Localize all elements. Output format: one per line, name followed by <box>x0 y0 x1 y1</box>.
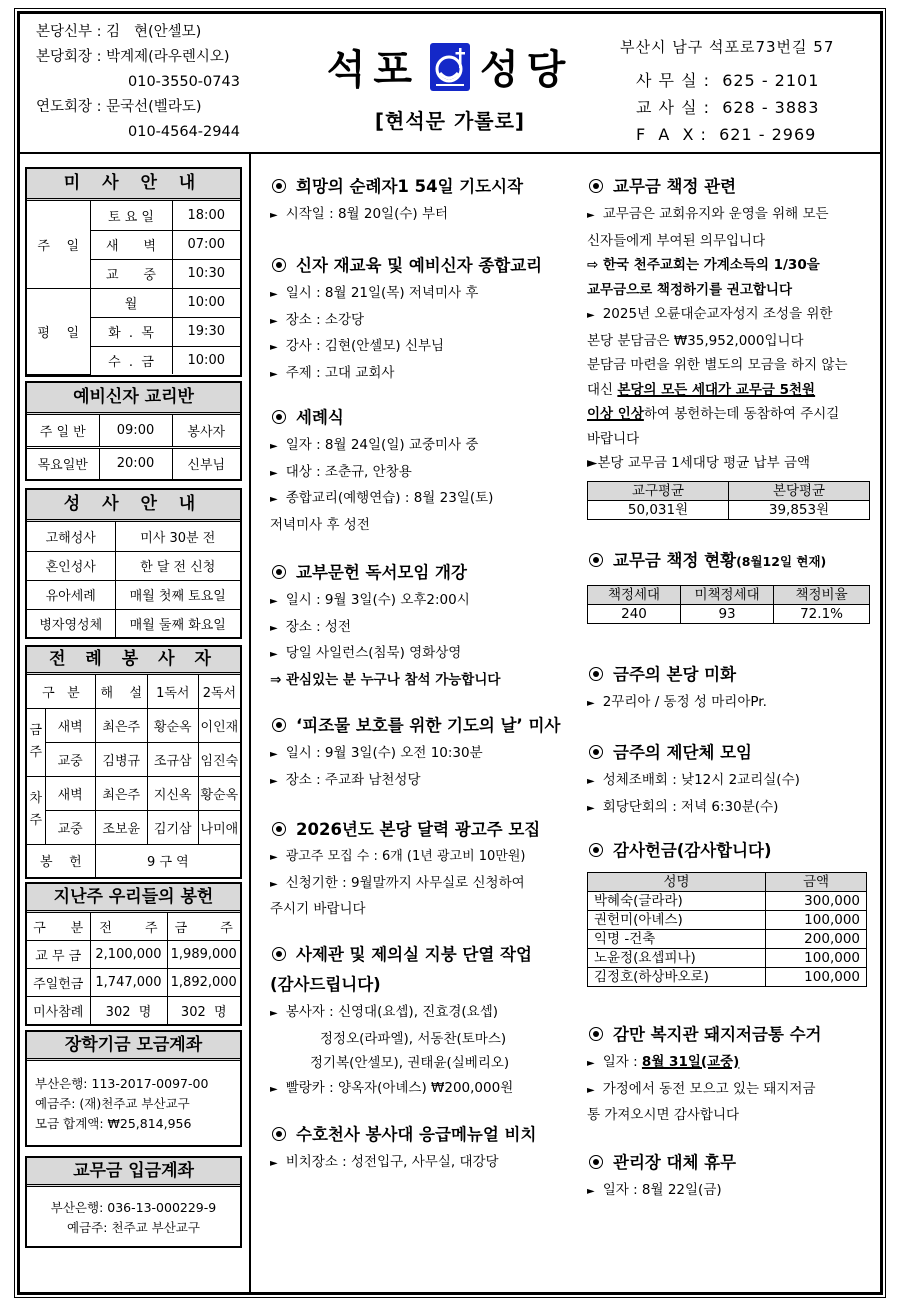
arrow-icon: ► <box>270 467 278 479</box>
section-bullet-icon <box>589 1027 603 1041</box>
liturgy-servers-box <box>25 645 242 879</box>
dues-account <box>27 1187 240 1238</box>
notice-title: 교부문헌 독서모임 개강 <box>296 563 467 582</box>
column-header: 구 분 <box>27 675 95 708</box>
mass-time: 19:30 <box>172 317 240 346</box>
mass-time: 18:00 <box>172 201 240 230</box>
collection-date: 8월 31일(교중) <box>641 1054 740 1070</box>
mass-day: 교 중 <box>90 259 172 288</box>
arrow-icon: ► <box>270 1008 278 1019</box>
class-teacher: 신부님 <box>172 447 240 479</box>
parish-logo-icon <box>430 43 470 91</box>
notice-patristic-reading <box>270 558 575 711</box>
column-header: 본당평균 <box>729 481 870 500</box>
offering-label: 봉 헌 <box>27 844 95 877</box>
section-bullet-icon <box>589 745 603 759</box>
sacrament-name: 고해성사 <box>27 522 115 551</box>
mass-day: 새 벽 <box>90 230 172 259</box>
notice-line: 본당 분담금은 ₩35,952,000입니다 <box>587 332 804 349</box>
catechumen-title: 예비신자 교리반 <box>27 383 240 415</box>
notice-line: 광고주 모집 수 : 6개 (1년 광고비 10만원) <box>285 849 526 864</box>
fax-number: F A X : 621 - 2969 <box>636 125 817 144</box>
column-header: 성명 <box>588 873 766 892</box>
column-header: 책정세대 <box>588 586 681 605</box>
notice-line: ⇨ 한국 천주교회는 가계소득의 1/30을 <box>587 257 820 273</box>
arrow-icon: ► <box>587 1058 595 1069</box>
notice-line: 2꾸리아 / 동정 성 마리아Pr. <box>602 694 767 710</box>
unassessed-households: 93 <box>681 605 774 624</box>
notice-dues-status <box>587 546 870 660</box>
offering-category: 교 무 금 <box>27 940 90 968</box>
notice-creation-care-mass <box>270 711 575 815</box>
notice-catechesis <box>270 251 575 403</box>
server-name: 임진숙 <box>198 742 240 776</box>
notice-emergency-manual <box>270 1120 575 1177</box>
offering-category: 미사참례 <box>27 996 90 1024</box>
sacrament-box <box>25 488 242 639</box>
notice-calendar-advertisers <box>270 815 575 940</box>
notice-line: 비치장소 : 성전입구, 사무실, 대강당 <box>285 1154 499 1170</box>
week-label: 금주 <box>27 708 45 776</box>
arrow-icon: ► <box>270 1083 278 1095</box>
sacrament-info: 매월 둘째 화요일 <box>115 609 240 637</box>
donor-name: 박혜숙(글라라) <box>588 892 766 911</box>
notice-line: 주제 : 고대 교회사 <box>285 364 395 381</box>
sacrament-info: 미사 30분 전 <box>115 522 240 551</box>
section-bullet-icon <box>272 410 286 424</box>
donor-name: 익명 -건축 <box>588 930 766 949</box>
offering-amount: 1,747,000 <box>90 968 167 996</box>
notice-line: 신자들에게 부여된 의무입니다 <box>587 232 766 249</box>
notice-line: 장소 : 성전 <box>285 618 351 635</box>
arrow-icon: ► <box>270 342 278 353</box>
section-bullet-icon <box>272 565 286 579</box>
column-header: 전 주 <box>90 913 167 940</box>
arrow-icon: ► <box>270 649 278 660</box>
arrow-icon: ► <box>270 1158 278 1169</box>
notice-title: 희망의 순례자1 54일 기도시작 <box>296 177 524 196</box>
last-week-offering-box <box>25 882 242 1026</box>
section-bullet-icon <box>589 1155 603 1169</box>
notice-note: ⇒ 관심있는 분 누구나 참석 가능합니다 <box>270 671 501 688</box>
patron-subtitle: [현석문 가롤로] <box>374 109 526 133</box>
offering-amount: 1,989,000 <box>167 940 240 968</box>
notice-text: 하여 봉헌하는데 동참하여 주시길 <box>643 406 840 422</box>
status-date: (8월12일 현재) <box>736 554 827 569</box>
offering-district: 9 구 역 <box>95 844 240 877</box>
notice-title: 2026년도 본당 달력 광고주 모집 <box>296 820 541 839</box>
notice-line: 대상 : 조춘규, 안창용 <box>285 463 412 480</box>
parish-average: 39,853원 <box>729 500 870 519</box>
column-header: 금 주 <box>167 913 240 940</box>
notice-line: 강사 : 김현(안셀모) 신부님 <box>285 338 445 354</box>
sacrament-name: 병자영성체 <box>27 609 115 637</box>
notice-line: 주시기 바랍니다 <box>270 901 366 917</box>
notice-line: 신청기한 : 9월말까지 사무실로 신청하여 <box>285 874 525 891</box>
arrow-icon: ► <box>270 315 278 327</box>
notice-thanksgiving-offering <box>587 836 870 1020</box>
parish-staff <box>36 20 240 145</box>
donation-amount: 200,000 <box>766 930 867 949</box>
class-name: 주 일 반 <box>27 415 99 447</box>
notice-church-cleaning <box>587 660 870 738</box>
notice-title-cont: (감사드립니다) <box>270 975 381 994</box>
column-divider <box>249 154 251 1295</box>
notice-line: 정기복(안셀모), 권태윤(실베리오) <box>310 1055 510 1071</box>
notice-title: 관리장 대체 휴무 <box>613 1153 737 1172</box>
column-header: 교구평균 <box>588 481 729 500</box>
arrow-icon: ► <box>587 1186 595 1197</box>
notice-line: 2025년 오륜대순교자성지 조성을 위한 <box>602 306 833 322</box>
notice-line: 당일 사일런스(침묵) 영화상영 <box>285 645 462 661</box>
donor-name: 권헌미(아녜스) <box>588 911 766 930</box>
notice-line: 성체조배회 : 낮12시 2교리실(수) <box>602 772 800 788</box>
notice-pilgrim-prayer <box>270 172 575 251</box>
yeondo-phone: 010-4564-2944 <box>128 124 240 140</box>
sacrament-name: 유아세례 <box>27 580 115 609</box>
notice-text: 대신 <box>587 381 618 398</box>
server-name: 조보윤 <box>95 810 147 844</box>
server-name: 지신옥 <box>147 776 198 810</box>
president-line: 본당회장 : 박계제(라우렌시오) <box>36 49 230 65</box>
last-week-offering-title: 지난주 우리들의 봉헌 <box>27 884 240 913</box>
catechumen-box <box>25 381 242 481</box>
mass-time: 10:00 <box>172 288 240 317</box>
notice-line: 시작일 : 8월 20일(수) 부터 <box>285 206 449 222</box>
notice-line: 통 가져오시면 감사합니다 <box>587 1107 740 1123</box>
notice-title: 감사헌금(감사합니다) <box>613 841 772 860</box>
section-bullet-icon <box>272 947 286 961</box>
pastor-line: 본당신부 : 김 현(안셀모) <box>36 24 202 40</box>
liturgy-servers-title: 전 례 봉 사 자 <box>27 647 240 675</box>
offering-category: 주일헌금 <box>27 968 90 996</box>
notice-line: 일자 : 8월 22일(금) <box>602 1182 722 1198</box>
server-name: 이인재 <box>198 708 240 742</box>
notice-line: ►본당 교무금 1세대당 평균 납부 금액 <box>587 455 811 471</box>
notice-title: 신자 재교육 및 예비신자 종합교리 <box>296 256 543 275</box>
notice-title: 사제관 및 제의실 지붕 단열 작업 <box>296 945 532 964</box>
notice-emphasis: 본당의 모든 세대가 교무금 5천원 <box>617 381 816 398</box>
notice-line: 바랍니다 <box>587 430 640 447</box>
column-header: 1독서 <box>147 675 198 708</box>
notice-baptism <box>270 403 575 558</box>
notice-line: 일자 : 8월 24일(일) 교중미사 중 <box>285 437 479 453</box>
parish-title-block <box>320 38 580 134</box>
office-phone: 사 무 실 : 625 - 2101 <box>636 71 820 90</box>
column-header: 해 설 <box>95 675 147 708</box>
notice-line: 회당단회의 : 저녁 6:30분(수) <box>602 798 779 815</box>
notices-right-column <box>587 172 870 1205</box>
scholarship-title: 장학기금 모금계좌 <box>27 1032 240 1061</box>
arrow-icon: ► <box>587 802 595 814</box>
mass-day: 화 . 목 <box>90 317 172 346</box>
sacrament-info: 매월 첫째 토요일 <box>115 580 240 609</box>
group-label: 평 일 <box>27 288 90 374</box>
notice-title: 감만 복지관 돼지저금통 수거 <box>613 1025 822 1044</box>
arrow-icon: ► <box>270 878 278 890</box>
notice-text: 일자 : <box>602 1054 642 1070</box>
column-header: 구 분 <box>27 913 90 940</box>
notice-piggy-bank <box>587 1020 870 1148</box>
offering-amount: 2,100,000 <box>90 940 167 968</box>
dues-account-box <box>25 1156 242 1248</box>
donation-amount: 300,000 <box>766 892 867 911</box>
notices-middle-column <box>270 172 575 1177</box>
liturgy-servers-table <box>27 675 240 877</box>
server-name: 최은주 <box>95 776 147 810</box>
week-label: 차주 <box>27 776 45 844</box>
server-name: 황순옥 <box>147 708 198 742</box>
server-name: 나미애 <box>198 810 240 844</box>
section-bullet-icon <box>272 718 286 732</box>
section-bullet-icon <box>589 553 603 567</box>
yeondo-line: 연도회장 : 문국선(벨라도) <box>36 99 202 115</box>
donation-amount: 100,000 <box>766 911 867 930</box>
arrow-icon: ► <box>587 698 595 709</box>
notice-line: 정정오(라파엘), 서동찬(토마스) <box>320 1030 507 1047</box>
notice-line: 저녁미사 후 성전 <box>270 516 370 533</box>
scholarship-account <box>27 1061 240 1134</box>
section-bullet-icon <box>272 822 286 836</box>
attendance-count: 302 명 <box>90 996 167 1024</box>
arrow-icon: ► <box>270 596 278 607</box>
scholarship-total: 모금 합계액: ₩25,814,956 <box>35 1116 192 1131</box>
last-week-offering-table <box>27 913 240 1024</box>
notice-title: 금주의 본당 미화 <box>613 665 737 684</box>
bank-account: 부산은행: 036-13-000229-9 <box>50 1200 217 1215</box>
mass-day: 토 요 일 <box>90 201 172 230</box>
sacrament-info: 한 달 전 신청 <box>115 551 240 580</box>
column-header: 책정비율 <box>774 586 870 605</box>
notice-line: 분담금 마련을 위한 별도의 모금을 하지 않는 <box>587 357 848 373</box>
section-bullet-icon <box>272 179 286 193</box>
notice-title: 금주의 제단체 모임 <box>613 743 753 762</box>
arrow-icon: ► <box>587 310 595 321</box>
account-holder: 예금주: 천주교 부산교구 <box>67 1220 200 1235</box>
dues-status-table <box>587 585 870 624</box>
sacrament-table <box>27 522 240 637</box>
class-time: 09:00 <box>99 415 172 447</box>
thanksgiving-table <box>587 872 867 987</box>
arrow-icon: ► <box>270 368 278 380</box>
mass-schedule-title: 미 사 안 내 <box>27 169 240 201</box>
mass-time: 07:00 <box>172 230 240 259</box>
column-header: 미책정세대 <box>681 586 774 605</box>
notice-title: 교무금 책정 관련 <box>613 177 737 196</box>
notice-line: 교무금으로 책정하기를 권고합니다 <box>587 281 793 298</box>
mass-slot: 새벽 <box>45 776 95 810</box>
group-label: 주 일 <box>27 201 90 288</box>
class-teacher: 봉사자 <box>172 415 240 447</box>
mass-time: 10:00 <box>172 346 240 374</box>
notice-manager-leave <box>587 1148 870 1205</box>
scholarship-box <box>25 1030 242 1147</box>
notice-line: 일시 : 8월 21일(목) 저녁미사 후 <box>285 285 479 301</box>
server-name: 김병규 <box>95 742 147 776</box>
arrow-icon: ► <box>587 1084 595 1096</box>
notice-roof-insulation <box>270 940 575 1120</box>
donation-amount: 100,000 <box>766 968 867 987</box>
mass-schedule-table <box>27 201 240 375</box>
notice-line: 장소 : 소강당 <box>285 311 365 328</box>
catechumen-table <box>27 415 240 479</box>
server-name: 황순옥 <box>198 776 240 810</box>
mass-slot: 교중 <box>45 742 95 776</box>
diocese-average: 50,031원 <box>588 500 729 519</box>
notice-emphasis: 이상 인상 <box>587 406 644 422</box>
average-dues-table <box>587 481 870 520</box>
notice-line: 빨랑카 : 양옥자(아녜스) ₩200,000원 <box>285 1079 514 1096</box>
mass-day: 월 <box>90 288 172 317</box>
notice-line: 가정에서 동전 모으고 있는 돼지저금 <box>602 1080 816 1097</box>
notice-line: 장소 : 주교좌 남천성당 <box>285 771 421 788</box>
account-holder: 예금주: (재)천주교 부산교구 <box>35 1096 190 1111</box>
notice-line: 종합교리(예행연습) : 8월 23일(토) <box>285 490 494 506</box>
notice-line: 봉사자 : 신영대(요셉), 진효경(요셉) <box>285 1004 499 1020</box>
class-name: 목요일반 <box>27 447 99 479</box>
server-name: 조규삼 <box>147 742 198 776</box>
arrow-icon: ► <box>587 776 595 787</box>
class-time: 20:00 <box>99 447 172 479</box>
mass-day: 수 . 금 <box>90 346 172 374</box>
bulletin-header <box>20 14 880 154</box>
arrow-icon: ► <box>270 494 278 505</box>
section-bullet-icon <box>589 667 603 681</box>
arrow-icon: ► <box>270 622 278 634</box>
president-phone: 010-3550-0743 <box>128 74 240 90</box>
arrow-icon: ► <box>270 775 278 787</box>
arrow-icon: ► <box>270 289 278 300</box>
notice-line: 일시 : 9월 3일(수) 오전 10:30분 <box>285 745 483 761</box>
server-name: 최은주 <box>95 708 147 742</box>
assessment-ratio: 72.1% <box>774 605 870 624</box>
sacrament-title: 성 사 안 내 <box>27 490 240 522</box>
column-header: 2독서 <box>198 675 240 708</box>
section-bullet-icon <box>272 258 286 272</box>
arrow-icon: ► <box>270 852 278 863</box>
arrow-icon: ► <box>270 210 278 221</box>
teacher-room-phone: 교 사 실 : 628 - 3883 <box>636 98 820 117</box>
arrow-icon: ► <box>270 441 278 452</box>
notice-dues-policy <box>587 172 870 546</box>
notice-line: 교무금은 교회유지와 운영을 위해 모든 <box>602 206 829 222</box>
attendance-count: 302 명 <box>167 996 240 1024</box>
assessed-households: 240 <box>588 605 681 624</box>
title-left: 석포 <box>326 47 420 93</box>
arrow-icon: ► <box>270 749 278 760</box>
donor-name: 노윤정(요셉피나) <box>588 949 766 968</box>
sacrament-name: 혼인성사 <box>27 551 115 580</box>
column-header: 금액 <box>766 873 867 892</box>
contact-block <box>620 36 834 148</box>
section-bullet-icon <box>589 843 603 857</box>
arrow-icon: ► <box>587 210 595 221</box>
offering-amount: 1,892,000 <box>167 968 240 996</box>
notice-line: 일시 : 9월 3일(수) 오후2:00시 <box>285 592 470 608</box>
address: 부산시 남구 석포로73번길 57 <box>620 38 835 56</box>
notice-title: 교무금 책정 현황 <box>613 551 737 570</box>
dues-account-title: 교무금 입금계좌 <box>27 1158 240 1187</box>
donation-amount: 100,000 <box>766 949 867 968</box>
section-bullet-icon <box>272 1127 286 1141</box>
donor-name: 김정호(하상바오로) <box>588 968 766 987</box>
server-name: 김기삼 <box>147 810 198 844</box>
section-bullet-icon <box>589 179 603 193</box>
mass-time: 10:30 <box>172 259 240 288</box>
mass-slot: 교중 <box>45 810 95 844</box>
mass-schedule-box <box>25 167 242 377</box>
notice-title: ‘피조물 보호를 위한 기도의 날’ 미사 <box>296 716 561 735</box>
notice-group-meetings <box>587 738 870 836</box>
title-right: 성당 <box>480 47 574 93</box>
notice-title: 세례식 <box>296 408 344 427</box>
notice-title: 수호천사 봉사대 응급메뉴얼 비치 <box>296 1125 537 1144</box>
bank-account: 부산은행: 113-2017-0097-00 <box>35 1076 209 1091</box>
mass-slot: 새벽 <box>45 708 95 742</box>
